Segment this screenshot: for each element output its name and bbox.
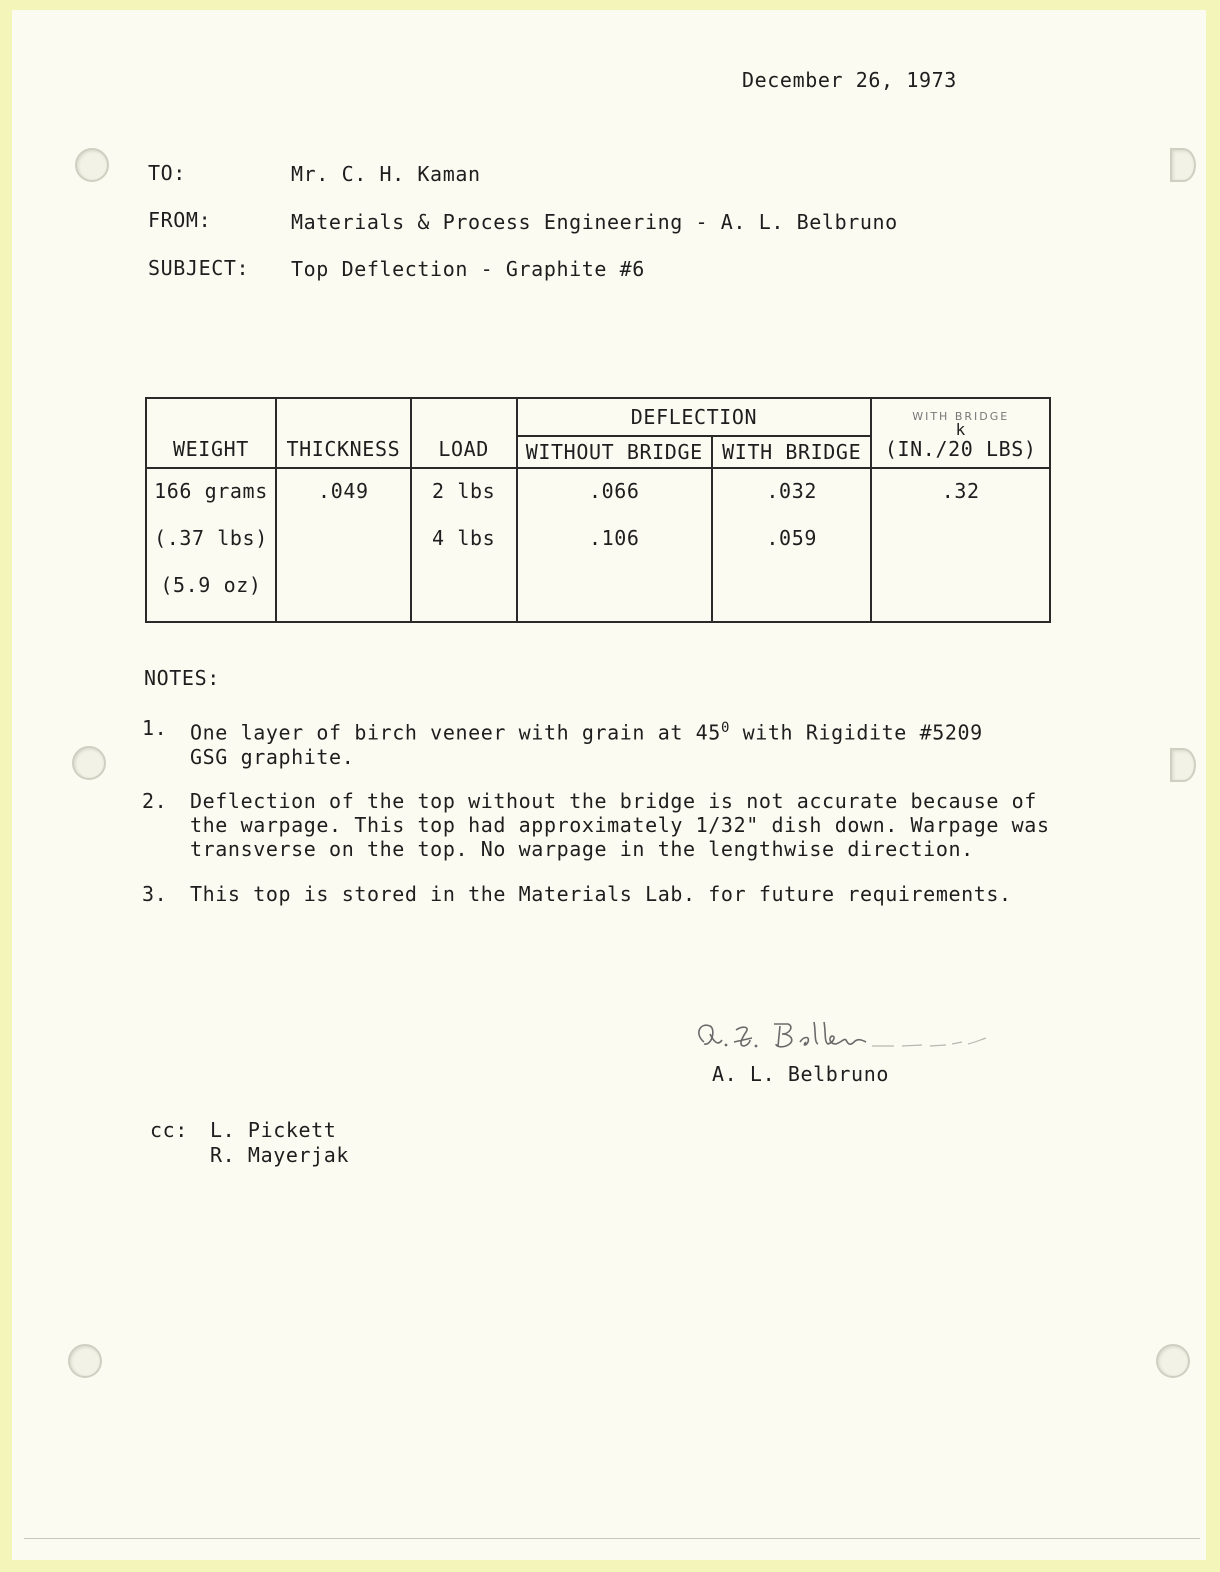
- to-label: TO:: [148, 161, 186, 185]
- thickness-value: .049: [318, 479, 369, 503]
- header-without-bridge: WITHOUT BRIDGE: [517, 436, 712, 468]
- handwritten-signature: [690, 1012, 1070, 1060]
- bottom-rule: [24, 1538, 1200, 1539]
- deflection-table: [145, 397, 1051, 623]
- note-number: 1.: [142, 716, 168, 740]
- k-value: .32: [941, 479, 980, 503]
- header-thickness: THICKNESS: [276, 398, 411, 468]
- with-bridge-cell: [712, 468, 872, 622]
- header-k: [871, 398, 1050, 468]
- binder-hole-right-bottom: [1156, 1344, 1190, 1378]
- k-symbol: k: [955, 420, 966, 439]
- load-2lbs: 2 lbs: [432, 479, 496, 503]
- weight-grams: 166 grams: [154, 479, 268, 503]
- without-bridge-4lbs: .106: [588, 526, 640, 550]
- handwritten-with-bridge-note: WITH BRIDGE: [912, 410, 1010, 423]
- binder-hole-left-bottom: [68, 1344, 102, 1378]
- header-deflection: DEFLECTION: [517, 398, 872, 436]
- with-bridge-4lbs: .059: [766, 526, 817, 550]
- subject-label: SUBJECT:: [148, 256, 250, 280]
- from-label: FROM:: [148, 208, 212, 232]
- load-4lbs: 4 lbs: [432, 526, 496, 550]
- without-bridge-2lbs: .066: [588, 479, 640, 503]
- to-value: Mr. C. H. Kaman: [291, 162, 481, 186]
- weight-cell: [146, 468, 276, 622]
- weight-oz: (5.9 oz): [160, 573, 262, 597]
- memo-date: December 26, 1973: [742, 68, 957, 92]
- header-load: LOAD: [411, 398, 517, 468]
- cc-name-2: R. Mayerjak: [210, 1143, 350, 1167]
- binder-hole-left-middle: [72, 746, 106, 780]
- k-units: (IN./20 LBS): [884, 437, 1037, 461]
- binder-hole-left-top: [75, 148, 109, 182]
- cc-name-1: L. Pickett: [210, 1118, 337, 1142]
- binder-hole-right-middle: [1170, 748, 1196, 782]
- cc-label: cc:: [150, 1118, 188, 1142]
- subject-value: Top Deflection - Graphite #6: [291, 257, 645, 281]
- thickness-cell: [276, 468, 411, 622]
- without-bridge-cell: [517, 468, 712, 622]
- with-bridge-2lbs: .032: [766, 479, 817, 503]
- header-with-bridge: WITH BRIDGE: [712, 436, 872, 468]
- signatory-name: A. L. Belbruno: [712, 1062, 889, 1086]
- note-number: 3.: [142, 882, 168, 906]
- note-text: Deflection of the top without the bridge is not accurate because of the warpage. This top had approximately 1/32" dish down. Warpage was transverse on the top. No warpage in the lengthwise direction.: [190, 789, 1050, 861]
- from-value: Materials & Process Engineering - A. L. Belbruno: [291, 210, 898, 234]
- note-text: This top is stored in the Materials Lab. for future requirements.: [190, 882, 1012, 906]
- note-text: One layer of birch veneer with grain at $45^0$ with Rigidite #5209 GSG graphite.: [190, 720, 983, 769]
- memo-page: [12, 10, 1206, 1560]
- weight-lbs: (.37 lbs): [154, 526, 268, 550]
- note-number: 2.: [142, 789, 168, 813]
- binder-hole-right-top: [1170, 148, 1196, 182]
- notes-label: NOTES:: [144, 666, 220, 690]
- header-weight: WEIGHT: [146, 398, 276, 468]
- k-cell: [871, 468, 1050, 622]
- load-cell: [411, 468, 517, 622]
